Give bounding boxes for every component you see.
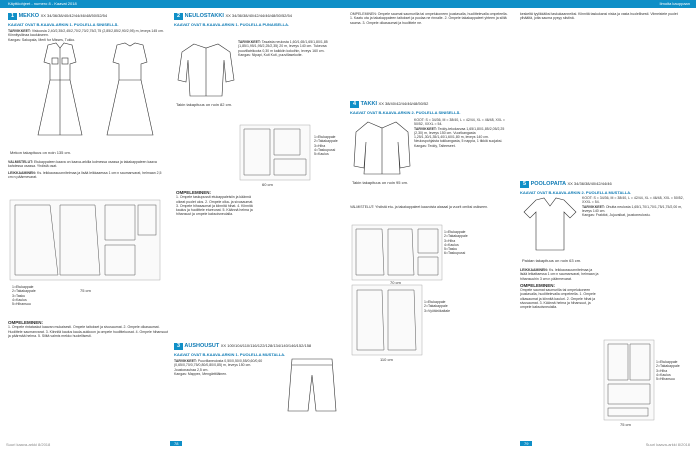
top-bar-title: Käyttöohjeet - numero 8 - Kaavat 2018 [8, 1, 77, 6]
section-3-subtitle: KAAVAT OVAT B-KAAVA-ARKIN 1. PUOLELLA MUSTALLA. [174, 352, 286, 357]
legend-coat: 1=Etukappale 2=Takakappale 3=Hiha 4=Kaulus 5=Tasku 6=Taskupussi [444, 230, 468, 256]
coat-illustration [352, 118, 412, 178]
section-coat [350, 100, 520, 115]
coat-materials: KOOT: S = 34/36, M = 38/40, L = 42/44, XL = 46/48, XXL = 50/52, XXXL = 54. TARVIKKEET: Teddy-tekokarvaa 1,65/1,80/1,85/2,05/2,25 (2,30) m, leveys 150 cm. Vuorikangasta 1,25/1,30/1,35/1,40/1,60/1,80 m, leveys 140 cm. Neulospohjaista tukikangasta, 5 nappia, 1 tikkiä suojaksi. Kangas: Teddy, Taiteeseet. [414, 118, 505, 148]
section-4-title: TAKKI [360, 101, 377, 107]
polo-length-note: Paidan takapituus on noin 63 cm. [522, 258, 582, 263]
section-2-title: NEULOSTAKKI [184, 13, 224, 19]
section-5-number: 5 [520, 181, 529, 188]
coat-length-note: Takin takapituus on noin 95 cm. [352, 180, 409, 185]
section-2-number: 2 [174, 13, 183, 20]
cutting-layout-trousers [352, 285, 422, 355]
section-5-title: POOLOPAITA [530, 181, 566, 187]
page-number-left: 78 [170, 441, 182, 446]
cutting-layout-dress [10, 200, 160, 280]
section-4-header [350, 100, 520, 108]
legend-polo: 1=Etukappale 2=Takakappale 3=Hiha 4=Kaulus 5=Hihansuu [656, 360, 680, 382]
legend-dress: 1=Etukappale 2=Takakappale 3=Tasku 4=Kaulus 5=Hihansuu [12, 285, 36, 307]
legend-cardigan: 1=Etukappale 2=Takakappale 3=Hiha 4=Taskupussi 5=Kaulus [314, 135, 338, 157]
dress-length-note: Mekon takapituus on noin 135 cm. [10, 150, 71, 155]
dress-prep: VALMISTELUT: Etukappaleen kaava on kaava-arkilla kolmessa osassa ja takakappaleen kaava kahdessa osassa. Yhdistä osat. LEIKKAAMINEN: Ks. leikkaussuunnitelmaa ja lisää leikkaaessa 1 cm:n saumanvarat, helmaan 2,5 cm:n päärmevarat. [8, 160, 162, 179]
section-2-sizes: XX 34/36/38/40/42/44/46/48/50/52/54 [225, 13, 292, 18]
dress-fabric-width: 75 cm [80, 288, 91, 293]
cutting-layout-coat [352, 225, 442, 280]
footer-right-text: Suuri kaava-arkki 8/2018 [645, 442, 690, 447]
coat-fabric-width: 70 cm [390, 280, 401, 285]
dress-illustration-back [95, 40, 165, 140]
trousers-illustration [282, 355, 342, 415]
page-number-right: 79 [520, 441, 532, 446]
section-dress [8, 12, 168, 42]
dress-sewing: OMPELEMINEN: 1. Ompele rintataskut kaavan mukaisesti. Ompele taitokset ja sivusaumat. 2. Ompele olkasaumat. Huolittele saumanvarat. 3. Kiinnitä kaulus kaula-aukkoon ja ompele huolitteluosat. 4. Ompele hihansuut ja päärmää helma. 5. Silitä valmis mekko huolellisesti. [8, 320, 168, 338]
cutting-layout-polo [604, 340, 654, 420]
cardigan-sewing: OMPELEMINEN: 1. Ompele taskupussit etukappaleisiin ja käännä oikeat puolet ulos. 2. Ompele olka- ja sivusaumat. 3. Ompele hihasaumat ja kiinnitä hihat. 4. Kiinnitä kaulus ja huolittele etureunat. 5. Käännä helma ja hihansuut ja ompele kaksoisneulalla. [176, 190, 254, 217]
section-4-sizes: XX 38/40/42/44/46/48/50/52 [378, 101, 429, 106]
section-5-sizes: XX 34/36/38/40/42/44/46 [567, 181, 612, 186]
coat-sewing: keskeltä tyylikkäiksi taskukaanneiksi. Kiinnitä taskukansi niska ja vasta huolellisesti. Viimeistele puolet ylhäältä, jotta sauma pysyy siistinä. [520, 12, 678, 21]
section-1-materials: TARVIKKEET: Viskoosia 2,40/2,35/2,45/2,70/2,70/2,75/2,75 (2,85/2,85/2,90/2,95) m, leveys 145 cm. Kiinnitysliinaa kaulukseen. Kangas: Sakupala, Merli for Misses, Tukko. [8, 29, 164, 42]
section-1-subtitle: KAAVAT OVAT B-KAAVA-ARKIN 1. PUOLELLA SINISELLÄ. [8, 22, 119, 27]
cardigan-length-note: Takin takapituus on noin 82 cm. [176, 102, 233, 107]
legend-trousers: 1=Etukappale 2=Takakappale 3=Vyötärökaitale [424, 300, 451, 313]
polo-instructions: LEIKKAAMINEN: Ks. leikkaussuunnitelmaa ja lisää leikattaessa 1 cm:n saumanvarat, helmaan ja hihansuuhin 3 cm:n päärmevarat. OMPELEMINEN: Ompele saumat saumurilla tai ompelukoneen joustavalla, huolittelevalla ompeleella. 1. Ompele olkasaumat ja kiinnitä kauluri. 2. Ompele hihat ja sivusaumat. 3. Käännä helma ja hihansuut, ja ompele kaksoisneulalla. [520, 268, 599, 310]
polo-fabric-width: 75 cm [620, 422, 631, 427]
trousers-fabric-width: 110 cm [380, 357, 393, 362]
trousers-sewing: OMPELEMINEN: Ompele saumat saumurilla tai ompelukoneen joustavalla, huolittelevalla ompeleella. 1. Kaatu ota ja takakappaleen taitokset ja puolaa ne rinnalle. 2. Ompele takakappaleet yhteen ja silitä sauma. 3. Ompele olkasaumat ja huolittele ne. [350, 12, 508, 25]
section-3-title: AUSHOUSUT [184, 343, 220, 349]
section-2-subtitle: KAAVAT OVAT B-KAAVA-ARKIN 1. PUOLELLA PUNAISELLA. [174, 22, 290, 27]
section-1-title: MEKKO [18, 13, 40, 19]
section-3-header [174, 342, 346, 350]
section-3-number: 3 [174, 343, 183, 350]
polo-materials: KOOT: S = 34/36, M = 38/40, L = 42/44, XL = 46/48, XXL = 50/52, XXXL = 54. TARVIKKEET: Ohutta neulosta 1,65/1,70/1,70/1,75/1,75/2,00 m, leveys 140 cm. Kangas: Fraktiot, Jujuvaikat, joustoneulostu. [582, 196, 684, 218]
section-3-materials: TARVIKKEET: Puuvillaneulosta 0,50/0,50/0,55/0,60/0,60 (0,65/0,70/0,75/0,80/0,80/0,85) m, leveys 150 cm. Joustonauhaa 2,5 cm. Kangas: Mappex, Mengärttiläinen. [174, 359, 263, 376]
section-4-subtitle: KAAVAT OVAT B-KAAVA-ARKIN 2. PUOLELLA SINISELLÄ. [350, 110, 461, 115]
section-3-sizes: XX 100/104/110/116/122/128/134/140/146/152/158 [220, 343, 312, 348]
section-1-header [8, 12, 168, 20]
section-1-sizes: XX 34/36/38/40/42/44/46/48/50/52/54 [40, 13, 108, 18]
section-polo [520, 180, 692, 195]
dress-illustration [20, 40, 100, 140]
section-2-header [174, 12, 346, 20]
section-cardigan [174, 12, 346, 27]
section-4-number: 4 [350, 101, 359, 108]
top-bar-right: Ilmoita kauppaan [659, 1, 690, 6]
footer-left-text: Suuri kaava-arkki 8/2018 [6, 442, 51, 447]
section-5-header [520, 180, 692, 188]
top-bar [0, 0, 696, 8]
polo-illustration [522, 196, 578, 252]
cardigan-fabric-width: 60 cm [262, 182, 273, 187]
cutting-layout-cardigan [240, 125, 310, 180]
coat-prep: VALMISTELUT: Yhdistä etu- ja takakappaleet kaavoista alasaal ja vuorit omiksi osikseen. [350, 205, 488, 209]
section-1-number: 1 [8, 13, 17, 20]
page-footer [0, 440, 696, 450]
cardigan-materials: TARVIKKEET: Tasaista neulosta 1,60/1,65/1,65/1,80/1,85 (1,85/1,95/1,95/2,25/2,35) 20 m, leveys 140 cm. Tukevaa puuvillatrikoota 0,30 m kaikkiin kokoihin, leveys 160 cm. Kangas: Nipapi, Kuti Kuti, puuvillasekoite. [238, 40, 328, 57]
cardigan-illustration [176, 40, 236, 100]
section-5-subtitle: KAAVAT OVAT B-KAAVA-ARKIN 2. PUOLELLA MUSTALLA. [520, 190, 632, 195]
